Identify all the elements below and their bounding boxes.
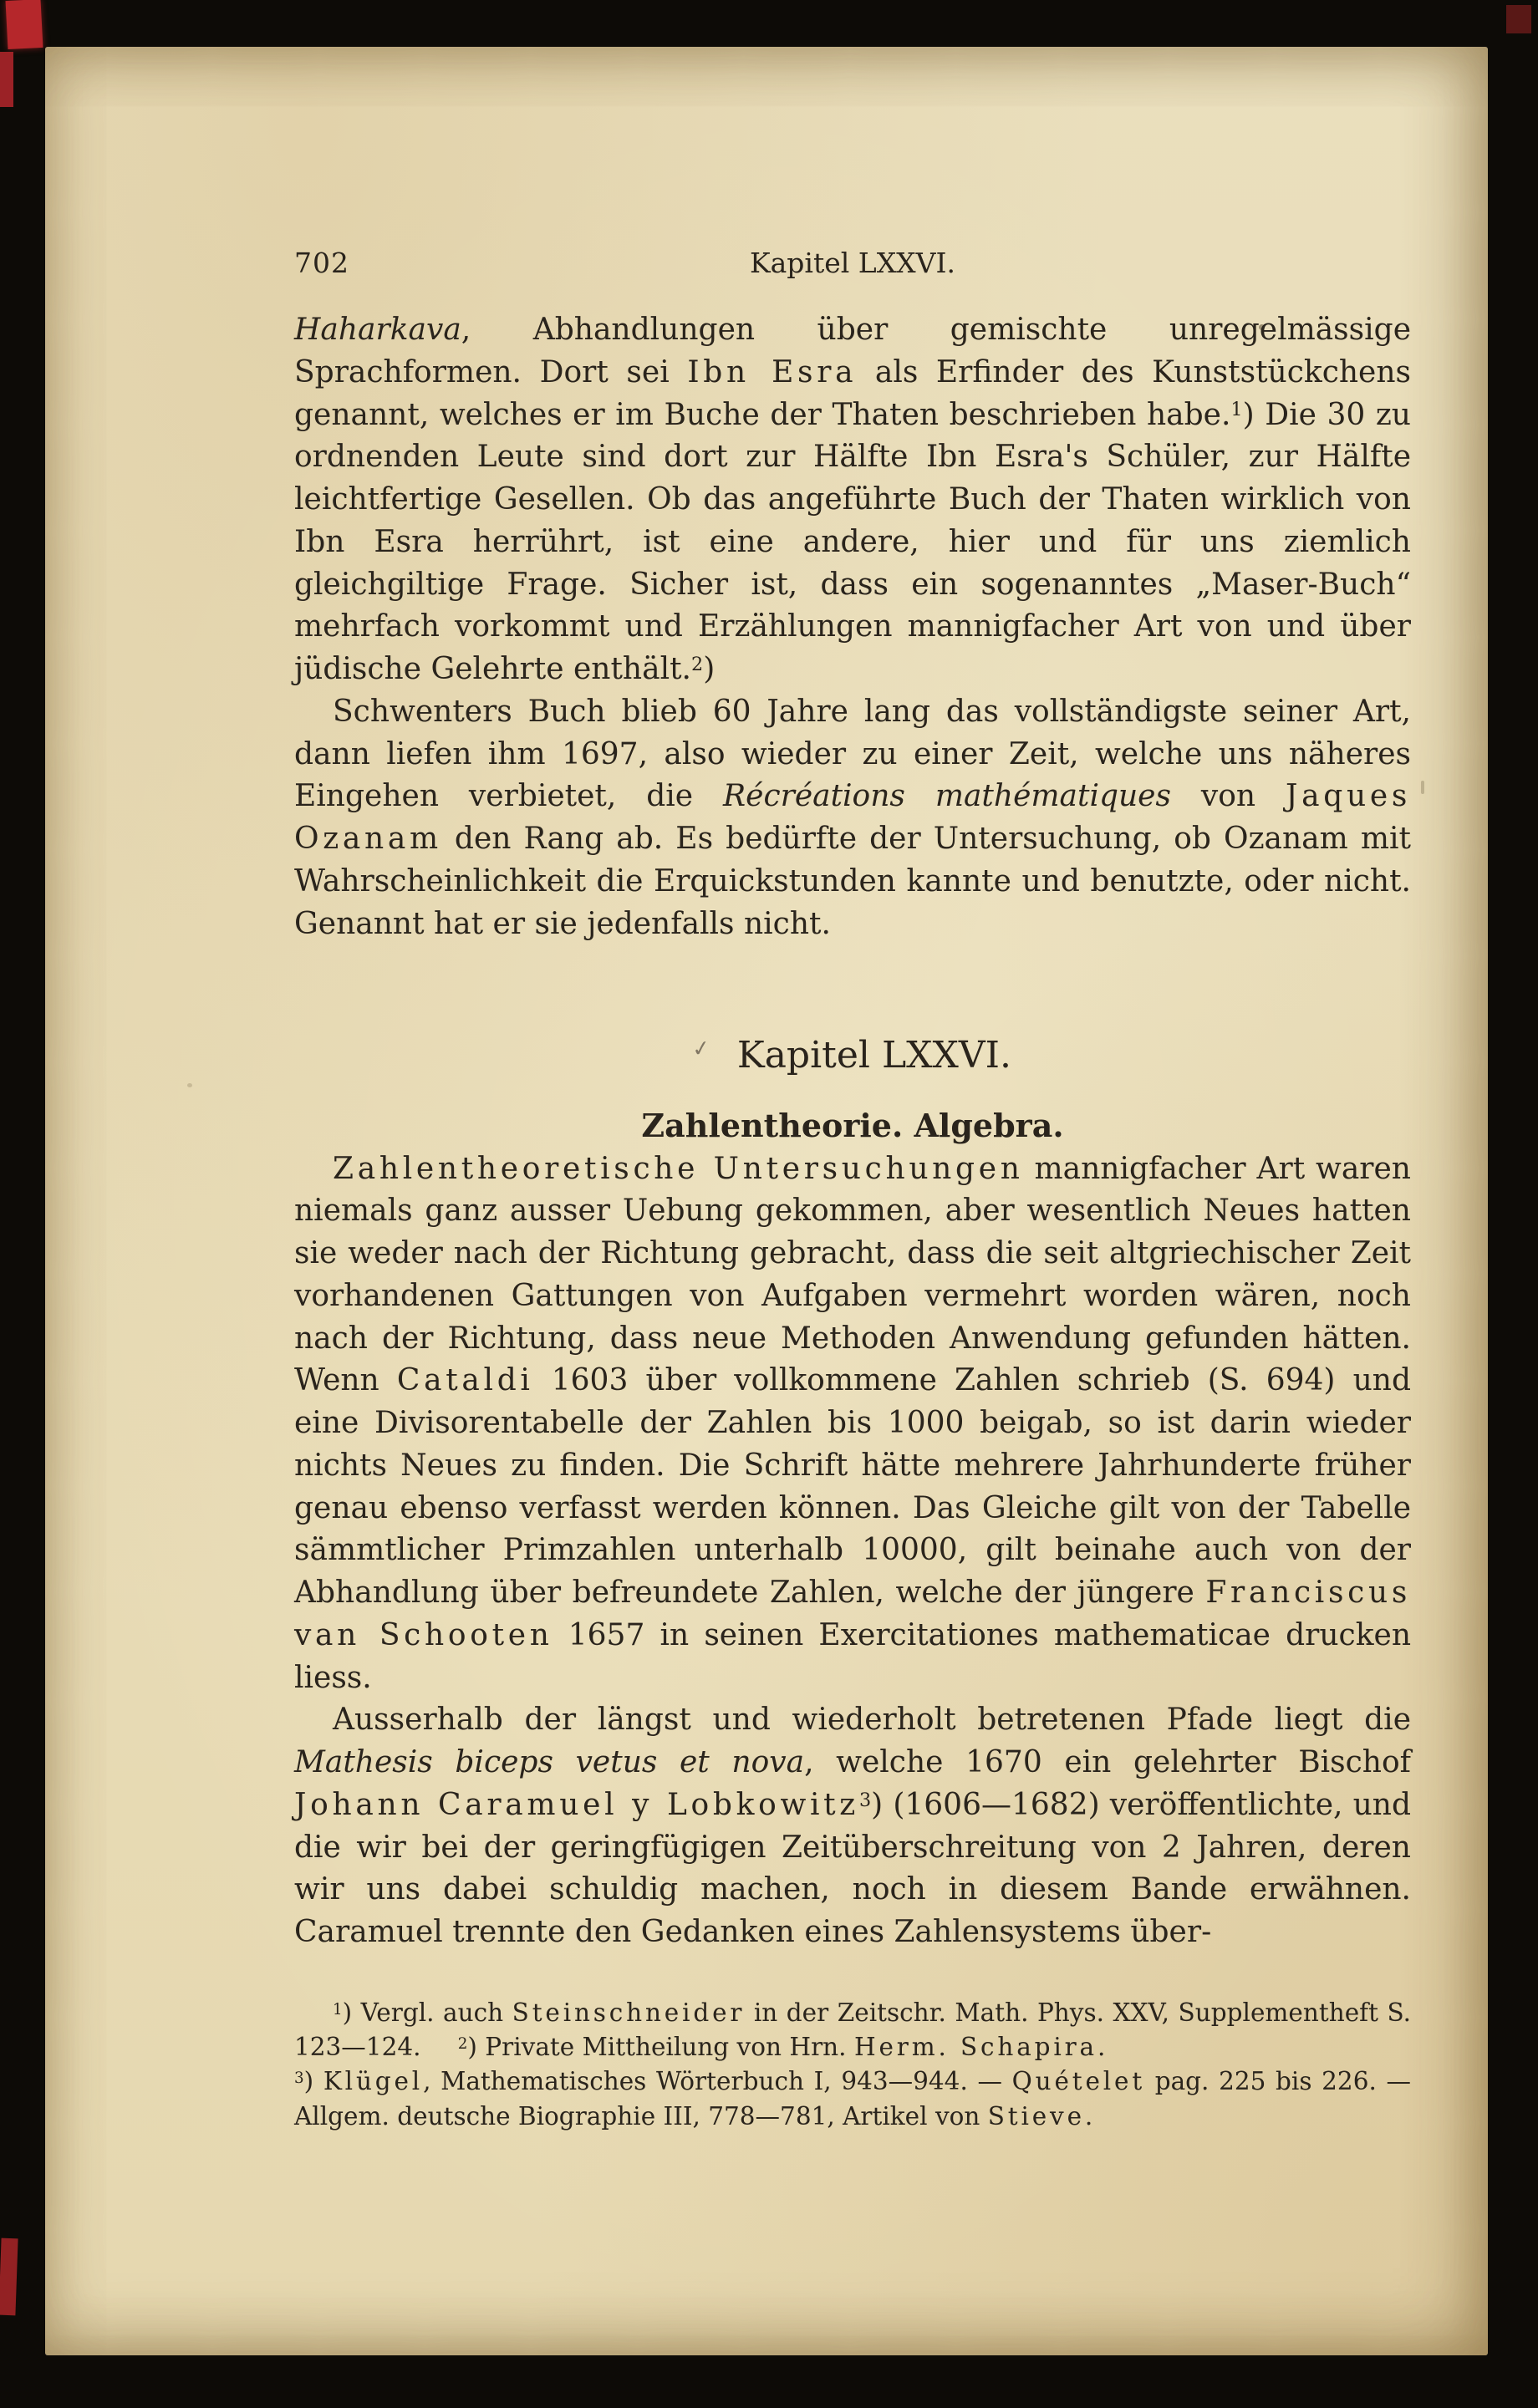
footnotes-block — [294, 1996, 1411, 2134]
paragraph-zahlentheorie — [294, 1148, 1411, 1700]
text-segment: Herm. Schapira — [853, 2033, 1097, 2062]
text-segment: Quételet — [1011, 2067, 1146, 2096]
red-ink-mark-left-edge — [0, 52, 13, 107]
footnote-3 — [294, 2064, 1411, 2134]
text-segment: als Erfinder des Kunststückchens genannt, welches er im Buche der Thaten beschrieben habe. — [294, 354, 1412, 432]
footnote-marker: 1 — [333, 2000, 343, 2019]
text-segment: Cataldi — [396, 1363, 534, 1398]
text-segment: Mathesis biceps vetus et nova — [294, 1745, 805, 1780]
text-segment: ) — [703, 652, 716, 686]
text-segment: , Mathematisches Wörterbuch I, 943—944. — — [423, 2067, 1012, 2096]
paragraph-schwenter — [294, 691, 1411, 946]
text-block — [294, 244, 1411, 2134]
text-segment: Ibn Esra — [687, 354, 858, 389]
running-header: Kapitel LXXVI. — [749, 247, 956, 279]
text-segment: Steinschneider — [512, 1998, 746, 2027]
text-segment: Ausserhalb der längst und wiederholt betretenen Pfade liegt die — [333, 1703, 1411, 1738]
text-segment: ) Private Mittheilung von Hrn. — [467, 2033, 854, 2062]
text-segment: Johann Caramuel y Lobkowitz — [294, 1787, 859, 1822]
text-segment: Schwenters Buch blieb 60 Jahre lang das vollständigste seiner Art, dann liefen ihm 1697, also wieder zu einer Zeit, welche uns näheres Eingehen verbietet, die — [294, 694, 1411, 814]
text-segment: pag. 225 bis 226. — Allgem. deutsche Biographie III, 778—781, Artikel von — [294, 2067, 1411, 2131]
page-number: 702 — [294, 247, 349, 279]
text-segment: von — [1170, 779, 1286, 814]
text-segment: . — [1084, 2101, 1093, 2131]
footnote-marker: 3 — [858, 1789, 872, 1811]
text-segment: , Abhandlungen über gemischte unregelmässige Sprachformen. Dort sei — [294, 313, 1411, 389]
paragraph-haharkava — [294, 309, 1411, 691]
text-segment: 1603 über vollkommene Zahlen schrieb (S. 694) und eine Divisorentabelle der Zahlen bis 1000 beigab, so ist darin wieder nichts Neues zu finden. Die Schrift hätte mehrere Jahrhunderte früher genau ebenso verfasst werden können. Das Gleiche gilt von der Tabelle sämmtlicher Primzahlen unterhalb 10000, gilt beinahe auch von der Abhandlung über befreundete Zahlen, welche der jüngere — [294, 1363, 1411, 1611]
chapter-subtitle: Zahlentheorie. Algebra. — [641, 1107, 1064, 1145]
paper-speck — [187, 1083, 192, 1087]
text-segment: ) (1606—1682) veröffentlichte, und die wir bei der geringfügigen Zeitüberschreitung von 2 Jahren, deren wir uns dabei schuldig machen, noch in diesem Bande erwähnen. Caramuel trennte den Gedanken eines Zahlensystems über- — [294, 1787, 1411, 1950]
text-segment: ) — [303, 2067, 323, 2096]
text-segment: Klügel — [323, 2067, 424, 2096]
text-segment: Haharkava — [294, 313, 461, 347]
footnote-marker: 2 — [691, 653, 704, 675]
footnote-marker: 1 — [1230, 399, 1243, 421]
text-segment: ) Die 30 zu ordnenden Leute sind dort zur Hälfte Ibn Esra's Schüler, zur Hälfte leichtfertige Gesellen. Ob das angeführte Buch der Thaten wirklich von Ibn Esra herrührt, ist eine andere, hier und für uns ziemlich gleichgiltige Frage. Sicher ist, dass ein sogenanntes „Maser-Buch“ mehrfach vorkommt und Erzählungen mannigfacher Art von und über jüdische Gelehrte enthält. — [294, 397, 1411, 686]
text-segment: Stieve — [987, 2101, 1085, 2131]
chapter-heading-row — [294, 1034, 1411, 1078]
text-segment: . — [1097, 2033, 1106, 2062]
text-segment: in der Zeitschr. Math. Phys. XXV, Supplementheft S. 123—124. — [294, 1998, 1411, 2062]
red-ink-mark-top-left — [6, 0, 43, 49]
page-header — [294, 244, 1411, 289]
paragraph-caramuel — [294, 1699, 1411, 1954]
text-segment: 1657 in seinen Exercitationes mathematicae drucken liess. — [294, 1617, 1411, 1695]
text-segment: Jaques Ozanam — [294, 779, 1411, 856]
footnote-1-2 — [294, 1996, 1411, 2065]
chapter-title: Kapitel LXXVI. — [736, 1034, 1011, 1077]
book-page — [45, 47, 1488, 2355]
text-segment: Récréations mathématiques — [723, 779, 1171, 814]
footnote-marker: 2 — [457, 2034, 468, 2053]
margin-smudge — [1421, 781, 1424, 794]
text-segment: , welche 1670 ein gelehrter Bischof — [804, 1745, 1411, 1780]
text-segment: Franciscus van Schooten — [294, 1576, 1411, 1652]
red-ink-mark-bottom-left — [0, 2238, 18, 2316]
text-segment: ) Vergl. auch — [342, 1998, 512, 2027]
text-segment: Zahlentheoretische Untersuchungen — [333, 1151, 1024, 1186]
pen-mark: ✓ — [690, 1036, 712, 1063]
text-segment: mannigfacher Art waren niemals ganz ausser Uebung gekommen, aber wesentlich Neues hatten sie weder nach der Richtung gebracht, dass die seit altgriechischer Zeit vorhandenen Gattungen von Aufgaben vermehrt worden wären, noch nach der Richtung, dass neue Methoden Anwendung gefunden hätten. Wenn — [294, 1151, 1411, 1398]
footnote-marker: 3 — [294, 2069, 304, 2088]
text-segment: den Rang ab. Es bedürfte der Untersuchung, ob Ozanam mit Wahrscheinlichkeit die Erquickstunden kannte und benutzte, oder nicht. Genannt hat er sie jedenfalls nicht. — [294, 822, 1411, 941]
red-ink-mark-top-right — [1506, 5, 1531, 33]
